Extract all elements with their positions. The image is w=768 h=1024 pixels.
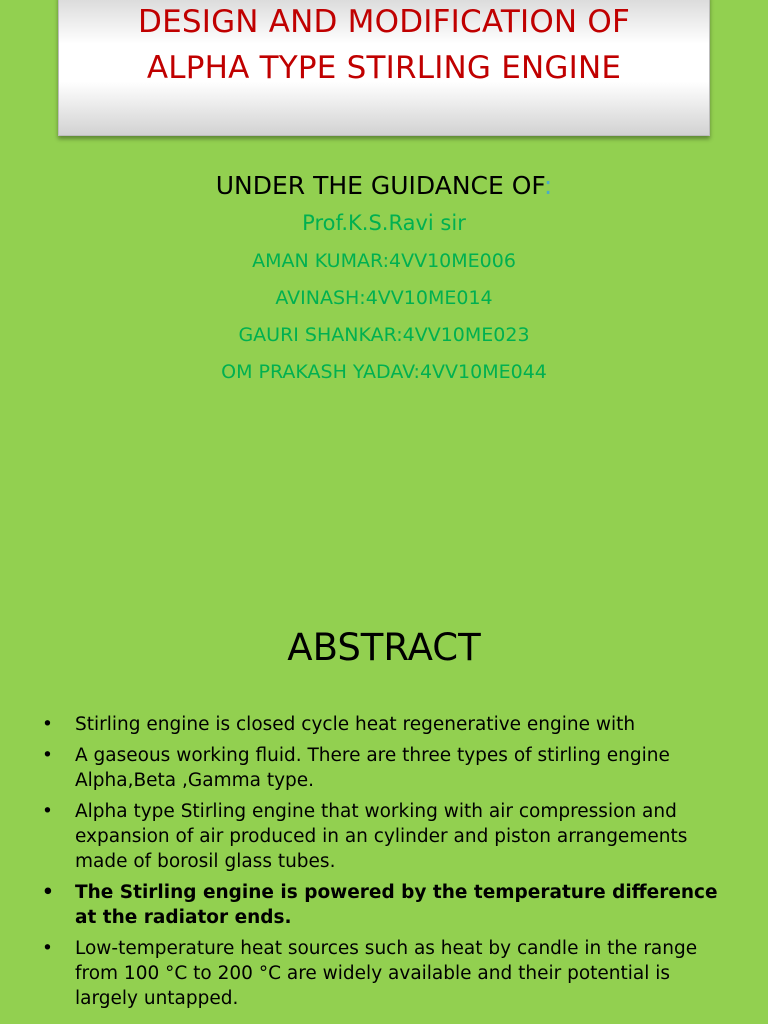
student-item: AMAN KUMAR:4VV10ME006 xyxy=(252,250,516,272)
bullet-item xyxy=(42,712,732,737)
bullet-dot: • xyxy=(42,745,53,766)
bullet-dot: • xyxy=(42,882,54,903)
title-line-1: DESIGN AND MODIFICATION OF xyxy=(138,4,630,40)
guidance-text: UNDER THE GUIDANCE OF xyxy=(215,171,544,200)
bullet-dot: • xyxy=(42,714,53,735)
bullet-item xyxy=(42,799,732,874)
student-item: GAURI SHANKAR:4VV10ME023 xyxy=(238,324,530,346)
professor-name: Prof.K.S.Ravi sir xyxy=(302,211,466,235)
student-list xyxy=(0,243,768,391)
bullet-item xyxy=(42,936,732,1011)
bullet-text: The Stirling engine is powered by the temperature difference at the radiator ends. xyxy=(75,882,718,928)
bullet-text: Stirling engine is closed cycle heat regenerative engine with xyxy=(75,714,636,735)
abstract-bullet-list xyxy=(42,712,732,1017)
title-line-2: ALPHA TYPE STIRLING ENGINE xyxy=(146,50,622,86)
guidance-label xyxy=(0,166,768,206)
bullet-item xyxy=(42,880,732,930)
student-item: AVINASH:4VV10ME014 xyxy=(275,287,493,309)
bullet-dot: • xyxy=(42,938,53,959)
bullet-dot: • xyxy=(42,801,53,822)
bullet-item xyxy=(42,743,732,793)
title-box xyxy=(58,0,710,136)
bullet-text: A gaseous working fluid. There are three types of stirling engine Alpha,Beta ,Gamma type. xyxy=(75,745,670,791)
bullet-text: Alpha type Stirling engine that working with air compression and expansion of air produced in an cylinder and piston arrangements made of borosil glass tubes. xyxy=(75,801,688,872)
guidance-colon: : xyxy=(543,171,553,200)
student-item: OM PRAKASH YADAV:4VV10ME044 xyxy=(221,361,547,383)
bullet-text: Low-temperature heat sources such as heat by candle in the range from 100 °C to 200 °C are widely available and their potential is largely untapped. xyxy=(75,938,698,1009)
abstract-heading: ABSTRACT xyxy=(287,626,481,669)
